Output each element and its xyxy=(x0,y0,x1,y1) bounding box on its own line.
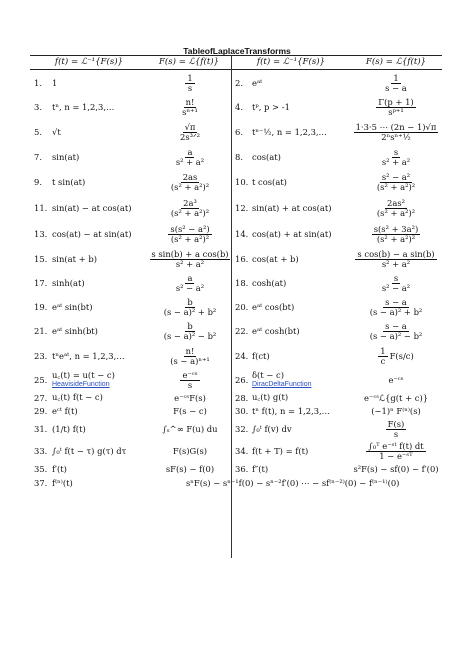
function-ft: eᵃᵗ cos(bt) xyxy=(252,302,295,312)
header-left-Fs: F(s) = ℒ{f(t)} xyxy=(158,57,220,67)
transform-fraction xyxy=(368,298,425,317)
entry-number: 1. xyxy=(34,78,42,88)
transform-fraction xyxy=(368,322,425,341)
transform-fraction xyxy=(380,274,412,293)
transform-fraction xyxy=(372,225,421,244)
entry-number: 29. xyxy=(34,406,48,416)
transform-numerator: s(s² + 3a²) xyxy=(373,223,419,234)
table-row xyxy=(0,343,474,369)
table-row xyxy=(0,195,474,221)
entry-number: 6. xyxy=(235,127,243,137)
entry-number: 31. xyxy=(34,424,48,434)
cell-rF xyxy=(350,404,442,418)
transform-numerator: a xyxy=(187,272,193,283)
entry-number: 34. xyxy=(235,446,249,456)
cell-ln xyxy=(34,476,54,490)
cell-lF xyxy=(186,476,474,490)
function-ft: sin(at + b) xyxy=(52,254,97,264)
transform-numerator: n! xyxy=(185,345,195,356)
cell-rf xyxy=(252,271,348,295)
cell-ln xyxy=(34,295,54,319)
cell-rF xyxy=(350,247,442,271)
cell-rF xyxy=(350,195,442,221)
transform-fraction xyxy=(169,199,211,218)
entry-number: 19. xyxy=(34,302,48,312)
transform-numerator: s cos(b) − a sin(b) xyxy=(357,248,435,259)
function-ft: sinh(at) xyxy=(52,278,85,288)
cell-ln xyxy=(34,369,54,391)
transform-denominator: s xyxy=(393,428,399,439)
header-right-ft: f(t) = ℒ⁻¹{F(s)} xyxy=(256,57,326,67)
cell-rf xyxy=(252,391,348,404)
entry-number: 36. xyxy=(235,464,249,474)
cell-ln xyxy=(34,319,54,343)
cell-ln xyxy=(34,71,54,95)
cell-rF xyxy=(350,319,442,343)
transform-fraction xyxy=(168,347,212,366)
transform-fraction xyxy=(178,123,202,142)
transform-fraction xyxy=(383,74,409,93)
cell-ln xyxy=(34,418,54,440)
function-with-link xyxy=(252,371,312,389)
table-row xyxy=(0,476,474,490)
transform-denominator: (s² + a²)² xyxy=(170,233,210,244)
transform-denominator: s² + a² xyxy=(175,258,205,269)
entry-number: 28. xyxy=(235,392,249,403)
function-ft: eᶜᵗ f(t) xyxy=(52,406,78,416)
cell-rf xyxy=(252,71,348,95)
function-ft: f″(t) xyxy=(252,464,269,474)
cell-rf xyxy=(252,221,348,247)
transform-numerator: 2as² xyxy=(387,197,405,208)
transform-numerator: s xyxy=(393,146,399,157)
transform-fraction xyxy=(180,98,200,117)
entry-number: 13. xyxy=(34,229,48,239)
cell-lF xyxy=(150,95,230,119)
transform-fraction xyxy=(375,173,417,192)
cell-lf xyxy=(52,95,148,119)
cell-lF xyxy=(150,319,230,343)
cell-rf xyxy=(252,295,348,319)
table-row xyxy=(0,169,474,195)
function-ft: sin(at) xyxy=(52,152,80,162)
function-ft: tⁿ f(t), n = 1,2,3,… xyxy=(252,406,331,416)
cell-lf xyxy=(52,119,148,145)
transform-Fs: e⁻ᶜˢℒ{g(t + c)} xyxy=(363,392,429,403)
entry-number: 26. xyxy=(235,375,249,385)
transform-numerator: 1 xyxy=(393,72,399,83)
cell-ln xyxy=(34,169,54,195)
function-ft: u꜀(t) g(t) xyxy=(252,392,289,402)
cell-rF xyxy=(350,343,442,369)
cell-lF xyxy=(150,271,230,295)
table-row xyxy=(0,295,474,319)
cell-lf xyxy=(52,369,148,391)
table-row xyxy=(0,418,474,440)
transform-denominator: s − a xyxy=(385,82,407,93)
transform-Fs: e⁻ᶜˢ xyxy=(388,375,404,385)
entry-number: 14. xyxy=(235,229,249,239)
cell-ln xyxy=(34,462,54,476)
transform-tail: F(s/c) xyxy=(389,351,414,361)
transform-denominator: (s − a)² − b² xyxy=(369,330,423,341)
cell-ln xyxy=(34,221,54,247)
transform-fraction xyxy=(174,148,206,167)
transform-numerator: 2as xyxy=(182,171,198,182)
function-ft: f⁽ⁿ⁾(t) xyxy=(52,478,73,488)
function-ft: tⁿ, n = 1,2,3,… xyxy=(52,102,115,112)
transform-numerator: √π xyxy=(184,121,196,132)
transform-denominator: s² − a² xyxy=(175,282,205,293)
function-with-link xyxy=(52,371,115,389)
transform-denominator: sᵖ⁺¹ xyxy=(388,106,404,117)
entry-number: 27. xyxy=(34,392,48,403)
function-ft: sin(at) − at cos(at) xyxy=(52,203,132,213)
table-row xyxy=(0,440,474,462)
cell-ln xyxy=(34,95,54,119)
table-row xyxy=(0,221,474,247)
table-row xyxy=(0,145,474,169)
transform-fraction xyxy=(376,98,415,117)
function-ft: cos(at) − at sin(at) xyxy=(52,229,132,239)
cell-ln xyxy=(34,119,54,145)
cell-lf xyxy=(52,71,148,95)
cell-lF xyxy=(150,119,230,145)
transform-fraction xyxy=(354,123,439,142)
function-ft: cos(at + b) xyxy=(252,254,299,264)
function-ft: u꜀(t) f(t − c) xyxy=(52,392,103,402)
cell-lF xyxy=(150,404,230,418)
cell-rf xyxy=(252,462,348,476)
transform-numerator: s − a xyxy=(385,320,407,331)
cell-lf xyxy=(52,221,148,247)
cell-lf xyxy=(52,271,148,295)
entry-number: 5. xyxy=(34,127,42,137)
function-ft: eᵃᵗ cosh(bt) xyxy=(252,326,300,336)
cell-lf xyxy=(52,195,148,221)
cell-lF xyxy=(150,221,230,247)
table-row xyxy=(0,391,474,404)
function-ft: sin(at) + at cos(at) xyxy=(252,203,332,213)
transform-Fs: (−1)ⁿ F⁽ⁿ⁾(s) xyxy=(371,406,421,416)
entry-number: 4. xyxy=(235,102,243,112)
entry-number: 2. xyxy=(235,78,243,88)
transform-numerator: 1·3·5 ⋯ (2n − 1)√π xyxy=(355,121,437,132)
entry-number: 33. xyxy=(34,446,48,456)
cell-lF xyxy=(150,295,230,319)
transform-denominator: (s² + a²)² xyxy=(170,207,210,218)
entry-number: 30. xyxy=(235,406,249,416)
cell-lF xyxy=(150,391,230,404)
transform-denominator: (s − a)ⁿ⁺¹ xyxy=(170,355,210,366)
transform-denominator: s xyxy=(187,379,193,390)
transform-denominator: (s − a)² + b² xyxy=(163,306,217,317)
cell-rF xyxy=(350,95,442,119)
cell-lf xyxy=(52,462,148,476)
entry-number: 9. xyxy=(34,177,42,187)
cell-lf xyxy=(52,418,148,440)
cell-lf xyxy=(52,169,148,195)
transform-denominator: s² + a² xyxy=(381,156,411,167)
page-title: TableofLaplaceTransforms xyxy=(183,46,291,56)
cell-rF xyxy=(350,295,442,319)
transform-denominator: s² − a² xyxy=(381,282,411,293)
table-row xyxy=(0,462,474,476)
entry-number: 17. xyxy=(34,278,48,288)
transform-denominator: (s − a)² − b² xyxy=(163,330,217,341)
cell-rF xyxy=(350,71,442,95)
cell-rf xyxy=(252,145,348,169)
transform-fraction xyxy=(174,274,206,293)
transform-denominator: (s² + a²)² xyxy=(376,207,416,218)
cell-lf xyxy=(52,319,148,343)
transform-fraction xyxy=(185,74,194,93)
function-ft: tⁿ⁻½, n = 1,2,3,… xyxy=(252,127,327,137)
function-ft: (1/t) f(t) xyxy=(52,424,86,434)
entry-number: 18. xyxy=(235,278,249,288)
transform-numerator: s sin(b) + a cos(b) xyxy=(151,248,229,259)
cell-lF xyxy=(150,145,230,169)
cell-lf xyxy=(52,145,148,169)
transform-denominator: (s² + a²)² xyxy=(376,181,416,192)
transform-Fs: e⁻ᶜˢF(s) xyxy=(174,392,206,403)
cell-lF xyxy=(150,418,230,440)
transform-numerator: s − a xyxy=(385,296,407,307)
entry-number: 23. xyxy=(34,351,48,361)
cell-ln xyxy=(34,343,54,369)
transform-numerator: 1 xyxy=(380,345,386,356)
cell-rF xyxy=(350,145,442,169)
transform-numerator: a xyxy=(187,146,193,157)
cell-ln xyxy=(34,247,54,271)
transform-fraction xyxy=(168,225,211,244)
transform-numerator: 1 xyxy=(187,72,193,83)
entry-number: 32. xyxy=(235,424,249,434)
function-ft: 1 xyxy=(52,78,58,88)
table-row xyxy=(0,404,474,418)
entry-number: 16. xyxy=(235,254,249,264)
transform-numerator: e⁻ᶜˢ xyxy=(182,369,198,380)
header-left-ft: f(t) = ℒ⁻¹{F(s)} xyxy=(54,57,124,67)
cell-rf xyxy=(252,418,348,440)
entry-number: 22. xyxy=(235,326,249,336)
cell-lF xyxy=(150,462,230,476)
cell-rf xyxy=(252,247,348,271)
entry-number: 8. xyxy=(235,152,243,162)
function-ft: ∫₀ᵗ f(v) dv xyxy=(252,424,292,434)
entry-number: 21. xyxy=(34,326,48,336)
transform-numerator: b xyxy=(187,296,193,307)
transform-numerator: s² − a² xyxy=(381,171,411,182)
cell-lf xyxy=(52,476,148,490)
transform-fraction xyxy=(386,420,407,439)
cell-lf xyxy=(52,295,148,319)
transform-Fs: sⁿF(s) − sⁿ⁻¹f(0) − sⁿ⁻²f′(0) ⋯ − sf⁽ⁿ⁻²⁾(0) − f⁽ⁿ⁻¹⁾(0) xyxy=(186,478,400,488)
cell-rF xyxy=(350,462,442,476)
cell-rF xyxy=(350,440,442,462)
cell-rF xyxy=(350,369,442,391)
transform-fraction xyxy=(150,250,230,269)
transform-denominator: 1 − e⁻ˢᵀ xyxy=(379,450,413,461)
cell-rF xyxy=(350,119,442,145)
heaviside-function-link[interactable]: HeavisideFunction xyxy=(52,380,110,388)
transform-denominator: (s² + a²)² xyxy=(170,181,210,192)
function-ft: δ(t − c) xyxy=(252,370,284,381)
transform-numerator: n! xyxy=(185,96,195,107)
cell-lF xyxy=(150,440,230,462)
cell-lF xyxy=(150,369,230,391)
entry-number: 35. xyxy=(34,464,48,474)
cell-rf xyxy=(252,440,348,462)
cell-lf xyxy=(52,343,148,369)
entry-number: 3. xyxy=(34,102,42,112)
function-ft: cosh(at) xyxy=(252,278,287,288)
cell-rf xyxy=(252,343,348,369)
function-ft: t cos(at) xyxy=(252,177,287,187)
cell-lF xyxy=(150,195,230,221)
transform-denominator: s² + a² xyxy=(175,156,205,167)
transform-Fs: sF(s) − f(0) xyxy=(165,464,215,474)
function-ft: f(t + T) = f(t) xyxy=(252,446,309,456)
cell-lf xyxy=(52,404,148,418)
transform-fraction xyxy=(366,442,425,461)
transform-fraction xyxy=(355,250,436,269)
entry-number: 15. xyxy=(34,254,48,264)
cell-rf xyxy=(252,119,348,145)
transform-numerator: s(s² − a²) xyxy=(170,223,210,234)
transform-numerator: b xyxy=(187,320,193,331)
transform-fraction xyxy=(162,298,219,317)
cell-rf xyxy=(252,404,348,418)
entry-number: 7. xyxy=(34,152,42,162)
cell-rF xyxy=(350,418,442,440)
cell-ln xyxy=(34,391,54,404)
cell-rf xyxy=(252,95,348,119)
cell-lf xyxy=(52,440,148,462)
entry-number: 11. xyxy=(34,203,48,213)
entry-number: 37. xyxy=(34,478,48,488)
cell-ln xyxy=(34,195,54,221)
function-ft: f(ct) xyxy=(252,351,270,361)
cell-rf xyxy=(252,369,348,391)
function-ft: eᵃᵗ sinh(bt) xyxy=(52,326,98,336)
function-ft: tⁿeᵃᵗ, n = 1,2,3,… xyxy=(52,351,125,361)
cell-rF xyxy=(350,391,442,404)
table-row xyxy=(0,119,474,145)
function-ft: tᵖ, p > -1 xyxy=(252,102,290,112)
table-top-rule xyxy=(30,55,442,56)
dirac-delta-function-link[interactable]: DiracDeltaFunction xyxy=(252,380,312,388)
transform-denominator: 2ⁿsⁿ⁺½ xyxy=(381,131,411,142)
cell-lf xyxy=(52,247,148,271)
entry-number: 10. xyxy=(235,177,249,187)
transform-denominator: c xyxy=(380,355,386,366)
cell-lF xyxy=(150,169,230,195)
transform-fraction xyxy=(169,173,211,192)
cell-rf xyxy=(252,319,348,343)
transform-numerator: Γ(p + 1) xyxy=(378,96,414,107)
transform-numerator: 2a³ xyxy=(183,197,197,208)
function-ft: eᵃᵗ sin(bt) xyxy=(52,302,93,312)
transform-fraction xyxy=(380,148,412,167)
transform-Fs: ∫ₛ^∞ F(u) du xyxy=(162,424,218,434)
cell-rf xyxy=(252,195,348,221)
cell-ln xyxy=(34,440,54,462)
transform-denominator: s² + a² xyxy=(381,258,411,269)
table-row xyxy=(0,71,474,95)
transform-numerator: ∫₀ᵀ e⁻ˢᵗ f(t) dt xyxy=(368,440,424,451)
cell-ln xyxy=(34,145,54,169)
entry-number: 24. xyxy=(235,351,249,361)
table-row xyxy=(0,319,474,343)
transform-Fs: F(s)G(s) xyxy=(172,446,208,456)
transform-Fs: s²F(s) − sf(0) − f′(0) xyxy=(353,464,439,474)
transform-numerator: F(s) xyxy=(387,418,405,429)
cell-rf xyxy=(252,169,348,195)
function-ft: eᵃᵗ xyxy=(252,78,263,88)
table-row xyxy=(0,247,474,271)
transform-denominator: (s − a)² + b² xyxy=(369,306,423,317)
header-rule xyxy=(30,69,442,70)
entry-number: 12. xyxy=(235,203,249,213)
function-ft: t sin(at) xyxy=(52,177,86,187)
function-ft: f′(t) xyxy=(52,464,67,474)
cell-lF xyxy=(150,343,230,369)
header-right-Fs: F(s) = ℒ{f(t)} xyxy=(365,57,427,67)
cell-rF xyxy=(350,221,442,247)
function-ft: ∫₀ᵗ f(t − τ) g(τ) dτ xyxy=(52,446,127,456)
entry-number: 20. xyxy=(235,302,249,312)
transform-Fs: F(s − c) xyxy=(173,406,207,416)
transform-denominator: sⁿ⁺¹ xyxy=(182,106,198,117)
transform-numerator: s xyxy=(393,272,399,283)
cell-lF xyxy=(150,247,230,271)
table-row xyxy=(0,95,474,119)
cell-ln xyxy=(34,404,54,418)
table-row xyxy=(0,369,474,391)
cell-lF xyxy=(150,71,230,95)
function-ft: √t xyxy=(52,127,61,137)
transform-denominator: (s² + a²)² xyxy=(376,233,416,244)
transform-fraction xyxy=(375,199,417,218)
entry-number: 25. xyxy=(34,375,48,385)
cell-ln xyxy=(34,271,54,295)
transform-denominator: s xyxy=(187,82,193,93)
function-ft: u꜀(t) = u(t − c) xyxy=(52,370,115,381)
transform-fraction xyxy=(180,371,199,390)
function-ft: cos(at) + at sin(at) xyxy=(252,229,332,239)
table-row xyxy=(0,271,474,295)
cell-lf xyxy=(52,391,148,404)
transform-denominator: 2s³ᐟ² xyxy=(180,131,200,142)
function-ft: cos(at) xyxy=(252,152,281,162)
transform-fraction xyxy=(378,347,387,366)
cell-rF xyxy=(350,271,442,295)
cell-rF xyxy=(350,169,442,195)
transform-fraction xyxy=(162,322,219,341)
